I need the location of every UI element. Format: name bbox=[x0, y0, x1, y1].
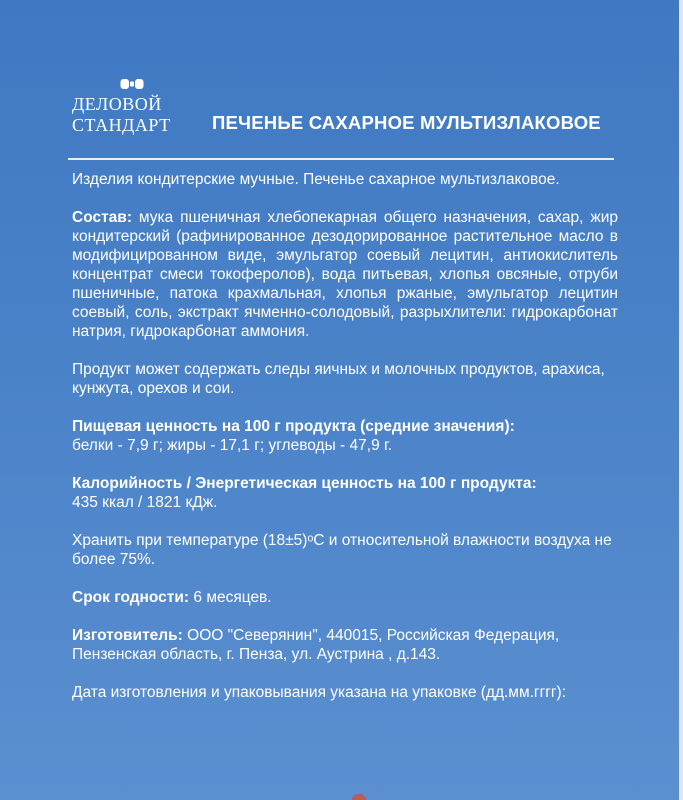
brand-logo bbox=[72, 78, 192, 136]
nutrition-text: белки - 7,9 г; жиры - 17,1 г; углеводы - 47,9 г. bbox=[72, 437, 393, 454]
product-title: ПЕЧЕНЬЕ САХАРНОЕ МУЛЬТИЗЛАКОВОЕ bbox=[212, 112, 601, 133]
shelf-life-label: Срок годности: bbox=[72, 589, 190, 606]
composition-section bbox=[72, 208, 618, 341]
energy-section bbox=[72, 474, 618, 512]
storage-conditions: Хранить при температуре (18±5)ᵒС и относительной влажности воздуха не более 75%. bbox=[72, 532, 612, 568]
composition-label: Состав: bbox=[72, 209, 132, 226]
energy-text: 435 ккал / 1821 кДж. bbox=[72, 494, 218, 511]
manufacturer-section bbox=[72, 626, 618, 664]
header-divider bbox=[68, 158, 614, 160]
shelf-life-text: 6 месяцев. bbox=[193, 589, 272, 606]
nutrition-label: Пищевая ценность на 100 г продукта (средние значения): bbox=[72, 418, 515, 435]
nutrition-section bbox=[72, 417, 618, 455]
bottom-edge-mark bbox=[352, 794, 366, 800]
composition-text: мука пшеничная хлебопекарная общего назначения, сахар, жир кондитерский (рафинированное дезодорированное растительное масло в модифицированном виде, эмульгатор соевый лецитин, антиокислитель концентрат смеси токоферолов), вода питьевая, хлопья овсяные, отруби пшеничные, патока крахмальная, хлопья ржаные, эмульгатор лецитин соевый, соль, экстракт ячменно-солодовый, разрыхлители: гидрокарбонат натрия, гидрокарбонат аммония. bbox=[72, 209, 618, 340]
product-info bbox=[72, 170, 618, 721]
energy-label: Калорийность / Энергетическая ценность на 100 г продукта: bbox=[72, 475, 537, 492]
allergens-note: Продукт может содержать следы яичных и молочных продуктов, арахиса, кунжута, орехов и сои. bbox=[72, 361, 605, 397]
manufacturer-label: Изготовитель: bbox=[72, 627, 183, 644]
brand-line-2: СТАНДАРТ bbox=[72, 115, 171, 135]
right-edge-strip bbox=[679, 0, 683, 800]
description: Изделия кондитерские мучные. Печенье сахарное мультизлаковое. bbox=[72, 171, 560, 188]
manufacturer-text: ООО "Северянин", 440015, Российская Федерация, Пензенская область, г. Пенза, ул. Аустрина , д.143. bbox=[72, 627, 560, 663]
brand-line-1: ДЕЛОВОЙ bbox=[72, 94, 162, 114]
bowtie-icon bbox=[120, 78, 144, 90]
production-date-note: Дата изготовления и упаковывания указана на упаковке (дд.мм.гггг): bbox=[72, 684, 567, 701]
shelf-life-section bbox=[72, 588, 618, 607]
